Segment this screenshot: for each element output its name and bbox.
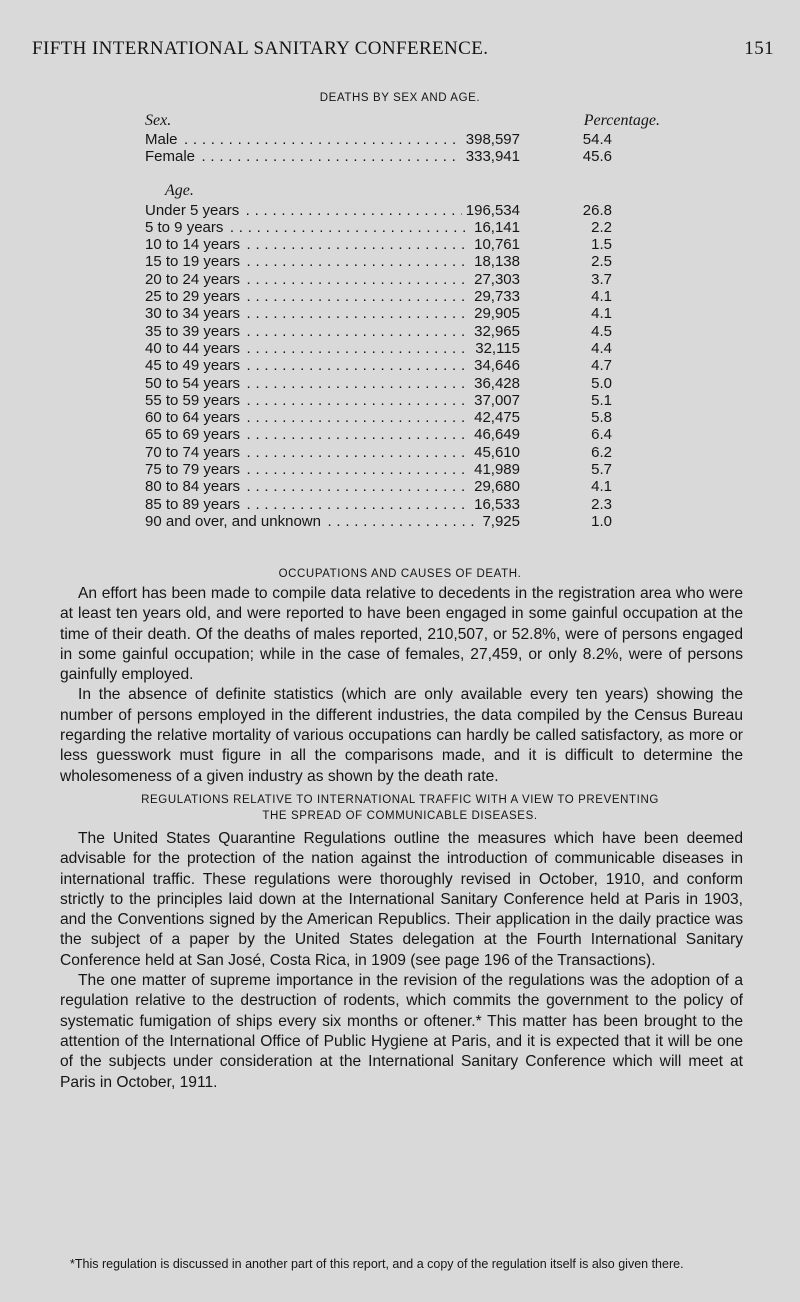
row-percentage: 2.2 bbox=[591, 218, 612, 236]
row-percentage: 4.1 bbox=[591, 288, 612, 306]
row-count: 7,925 bbox=[478, 513, 520, 530]
row-label-text: 80 to 84 years bbox=[145, 478, 241, 496]
table-row bbox=[145, 375, 735, 392]
row-label-text: Under 5 years bbox=[145, 201, 240, 219]
row-count: 29,733 bbox=[470, 288, 520, 305]
row-label-text: 85 to 89 years bbox=[145, 495, 241, 513]
row-label-text: 15 to 19 years bbox=[145, 253, 241, 271]
row-label-text: 20 to 24 years bbox=[145, 270, 241, 288]
row-count: 16,141 bbox=[470, 219, 520, 236]
row-label bbox=[145, 340, 515, 357]
sex-heading: Sex. bbox=[145, 112, 172, 129]
row-percentage: 3.7 bbox=[591, 270, 612, 288]
deaths-table bbox=[145, 112, 735, 530]
table-row bbox=[145, 340, 735, 357]
row-label-text: 90 and over, and unknown bbox=[145, 512, 321, 530]
row-percentage: 4.4 bbox=[591, 339, 612, 357]
table-row bbox=[145, 496, 735, 513]
row-count: 333,941 bbox=[462, 148, 520, 165]
table-row bbox=[145, 426, 735, 443]
row-label bbox=[145, 496, 515, 513]
row-percentage: 54.4 bbox=[582, 131, 612, 148]
table-row bbox=[145, 148, 735, 165]
row-label-text: 25 to 29 years bbox=[145, 288, 241, 306]
occupations-title: OCCUPATIONS AND CAUSES OF DEATH. bbox=[278, 568, 522, 580]
row-label bbox=[145, 236, 515, 253]
row-label bbox=[145, 513, 515, 530]
row-label-text: 65 to 69 years bbox=[145, 426, 241, 444]
running-head-title: FIFTH INTERNATIONAL SANITARY CONFERENCE. bbox=[32, 38, 489, 59]
row-label-text: 75 to 79 years bbox=[145, 461, 241, 479]
row-label-text: Female bbox=[145, 148, 196, 166]
regulations-body bbox=[60, 829, 743, 1093]
footnote bbox=[60, 1257, 743, 1272]
row-label bbox=[145, 357, 515, 374]
row-count: 196,534 bbox=[462, 202, 520, 219]
row-label-text: 55 to 59 years bbox=[145, 391, 241, 409]
row-percentage: 5.8 bbox=[591, 409, 612, 427]
row-percentage: 1.0 bbox=[591, 512, 612, 530]
table-row bbox=[145, 323, 735, 340]
regulations-title-line-2: THE SPREAD OF COMMUNICABLE DISEASES. bbox=[262, 810, 538, 822]
age-heading: Age. bbox=[165, 181, 194, 199]
row-percentage: 2.5 bbox=[591, 253, 612, 271]
table-row bbox=[145, 305, 735, 322]
row-count: 36,428 bbox=[470, 375, 520, 392]
deaths-table-title: DEATHS BY SEX AND AGE. bbox=[319, 92, 481, 104]
row-count: 46,649 bbox=[470, 426, 520, 443]
row-percentage: 6.4 bbox=[591, 426, 612, 444]
row-label-text: 30 to 34 years bbox=[145, 305, 241, 323]
row-label-text: 50 to 54 years bbox=[145, 374, 241, 392]
occupations-paragraph-2: In the absence of definite statistics (which are only available every ten years) showing the number of persons employed in the different industries, the data compiled by the Census Bureau regarding the relative mortality of various occupations can hardly be called satisfactory, as more or less guesswork must figure in all the comparisons made, and it is difficult to determine the wholesomeness of a given industry as shown by the death rate. bbox=[60, 686, 743, 785]
row-count: 18,138 bbox=[470, 253, 520, 270]
row-label-text: 60 to 64 years bbox=[145, 409, 241, 427]
row-label bbox=[145, 271, 515, 288]
table-row bbox=[145, 271, 735, 288]
footnote-text: *This regulation is discussed in another part of this report, and a copy of the regulation itself is also given there. bbox=[70, 1257, 684, 1271]
regulations-title bbox=[60, 792, 740, 824]
row-label-text: 70 to 74 years bbox=[145, 443, 241, 461]
table-row bbox=[145, 461, 735, 478]
row-label bbox=[145, 219, 515, 236]
table-row bbox=[145, 288, 735, 305]
row-count: 32,965 bbox=[470, 323, 520, 340]
row-label bbox=[145, 461, 515, 478]
row-label bbox=[145, 148, 515, 165]
table-header-row bbox=[145, 112, 735, 131]
table-row bbox=[145, 253, 735, 270]
row-count: 34,646 bbox=[470, 357, 520, 374]
row-label bbox=[145, 202, 515, 219]
row-percentage: 5.7 bbox=[591, 461, 612, 479]
row-count: 45,610 bbox=[470, 444, 520, 461]
row-percentage: 1.5 bbox=[591, 236, 612, 254]
row-percentage: 2.3 bbox=[591, 495, 612, 513]
row-percentage: 5.0 bbox=[591, 374, 612, 392]
row-percentage: 45.6 bbox=[582, 148, 612, 166]
row-label bbox=[145, 409, 515, 426]
row-count: 29,905 bbox=[470, 305, 520, 322]
table-row bbox=[145, 236, 735, 253]
row-count: 37,007 bbox=[470, 392, 520, 409]
row-count: 41,989 bbox=[470, 461, 520, 478]
row-percentage: 4.7 bbox=[591, 357, 612, 375]
row-label bbox=[145, 253, 515, 270]
row-percentage: 5.1 bbox=[591, 391, 612, 409]
row-label bbox=[145, 392, 515, 409]
row-label bbox=[145, 444, 515, 461]
row-label-text: 10 to 14 years bbox=[145, 236, 241, 254]
row-percentage: 4.5 bbox=[591, 322, 612, 340]
row-label-text: 35 to 39 years bbox=[145, 322, 241, 340]
row-count: 10,761 bbox=[470, 236, 520, 253]
row-label-text: 5 to 9 years bbox=[145, 218, 224, 236]
row-percentage: 26.8 bbox=[582, 201, 612, 219]
percentage-heading: Percentage. bbox=[583, 112, 660, 129]
table-row bbox=[145, 357, 735, 374]
row-label bbox=[145, 131, 515, 148]
occupations-body bbox=[60, 584, 743, 787]
sex-rows bbox=[145, 131, 735, 166]
row-label bbox=[145, 426, 515, 443]
row-label-text: 40 to 44 years bbox=[145, 339, 241, 357]
row-label-text: 45 to 49 years bbox=[145, 357, 241, 375]
age-rows bbox=[145, 202, 735, 531]
table-row bbox=[145, 202, 735, 219]
row-percentage: 4.1 bbox=[591, 305, 612, 323]
table-row bbox=[145, 478, 735, 495]
table-row bbox=[145, 219, 735, 236]
regulations-title-line-1: REGULATIONS RELATIVE TO INTERNATIONAL TRAFFIC WITH A VIEW TO PREVENTING bbox=[141, 794, 659, 806]
table-row bbox=[145, 513, 735, 530]
row-label bbox=[145, 323, 515, 340]
regulations-paragraph-1: The United States Quarantine Regulations outline the measures which have been deemed advisable for the protection of the nation against the introduction of communicable diseases in international traffic. These regulations were thoroughly revised in October, 1910, and conform strictly to the principles laid down at the International Sanitary Conference held at Paris in 1903, and the Conventions signed by the American Republics. Their application in the daily practice was the subject of a paper by the United States delegation at the Fourth International Sanitary Conference held at San José, Costa Rica, in 1909 (see page 196 of the Transactions). bbox=[60, 830, 743, 969]
row-percentage: 6.2 bbox=[591, 443, 612, 461]
row-count: 398,597 bbox=[462, 131, 520, 148]
occupations-paragraph-1: An effort has been made to compile data relative to decedents in the registration area who were at least ten years old, and were reported to have been engaged in some gainful occupation at the time of their death. Of the deaths of males reported, 210,507, or 52.8%, were of persons engaged in some gainful occupation; while in the case of females, 27,459, or only 8.2%, were of persons gainfully employed. bbox=[60, 585, 743, 684]
row-count: 16,533 bbox=[470, 496, 520, 513]
row-label bbox=[145, 305, 515, 322]
row-label bbox=[145, 478, 515, 495]
table-row bbox=[145, 392, 735, 409]
row-count: 27,303 bbox=[470, 271, 520, 288]
table-row bbox=[145, 409, 735, 426]
row-label bbox=[145, 288, 515, 305]
running-head bbox=[32, 38, 774, 60]
row-count: 32,115 bbox=[471, 340, 520, 357]
row-label bbox=[145, 375, 515, 392]
table-row bbox=[145, 131, 735, 148]
row-count: 42,475 bbox=[470, 409, 520, 426]
row-label-text: Male bbox=[145, 131, 178, 148]
page-number: 151 bbox=[744, 38, 774, 59]
table-row bbox=[145, 444, 735, 461]
row-percentage: 4.1 bbox=[591, 478, 612, 496]
regulations-paragraph-2: The one matter of supreme importance in the revision of the regulations was the adoption of a regulation relative to the destruction of rodents, which commits the government to the policy of systematic fumigation of ships every six months or oftener.* This matter has been brought to the attention of the International Office of Public Hygiene at Paris, and it is expected that it will be one of the subjects under consideration at the International Sanitary Conference which will meet at Paris in October, 1911. bbox=[60, 972, 743, 1091]
row-count: 29,680 bbox=[470, 478, 520, 495]
